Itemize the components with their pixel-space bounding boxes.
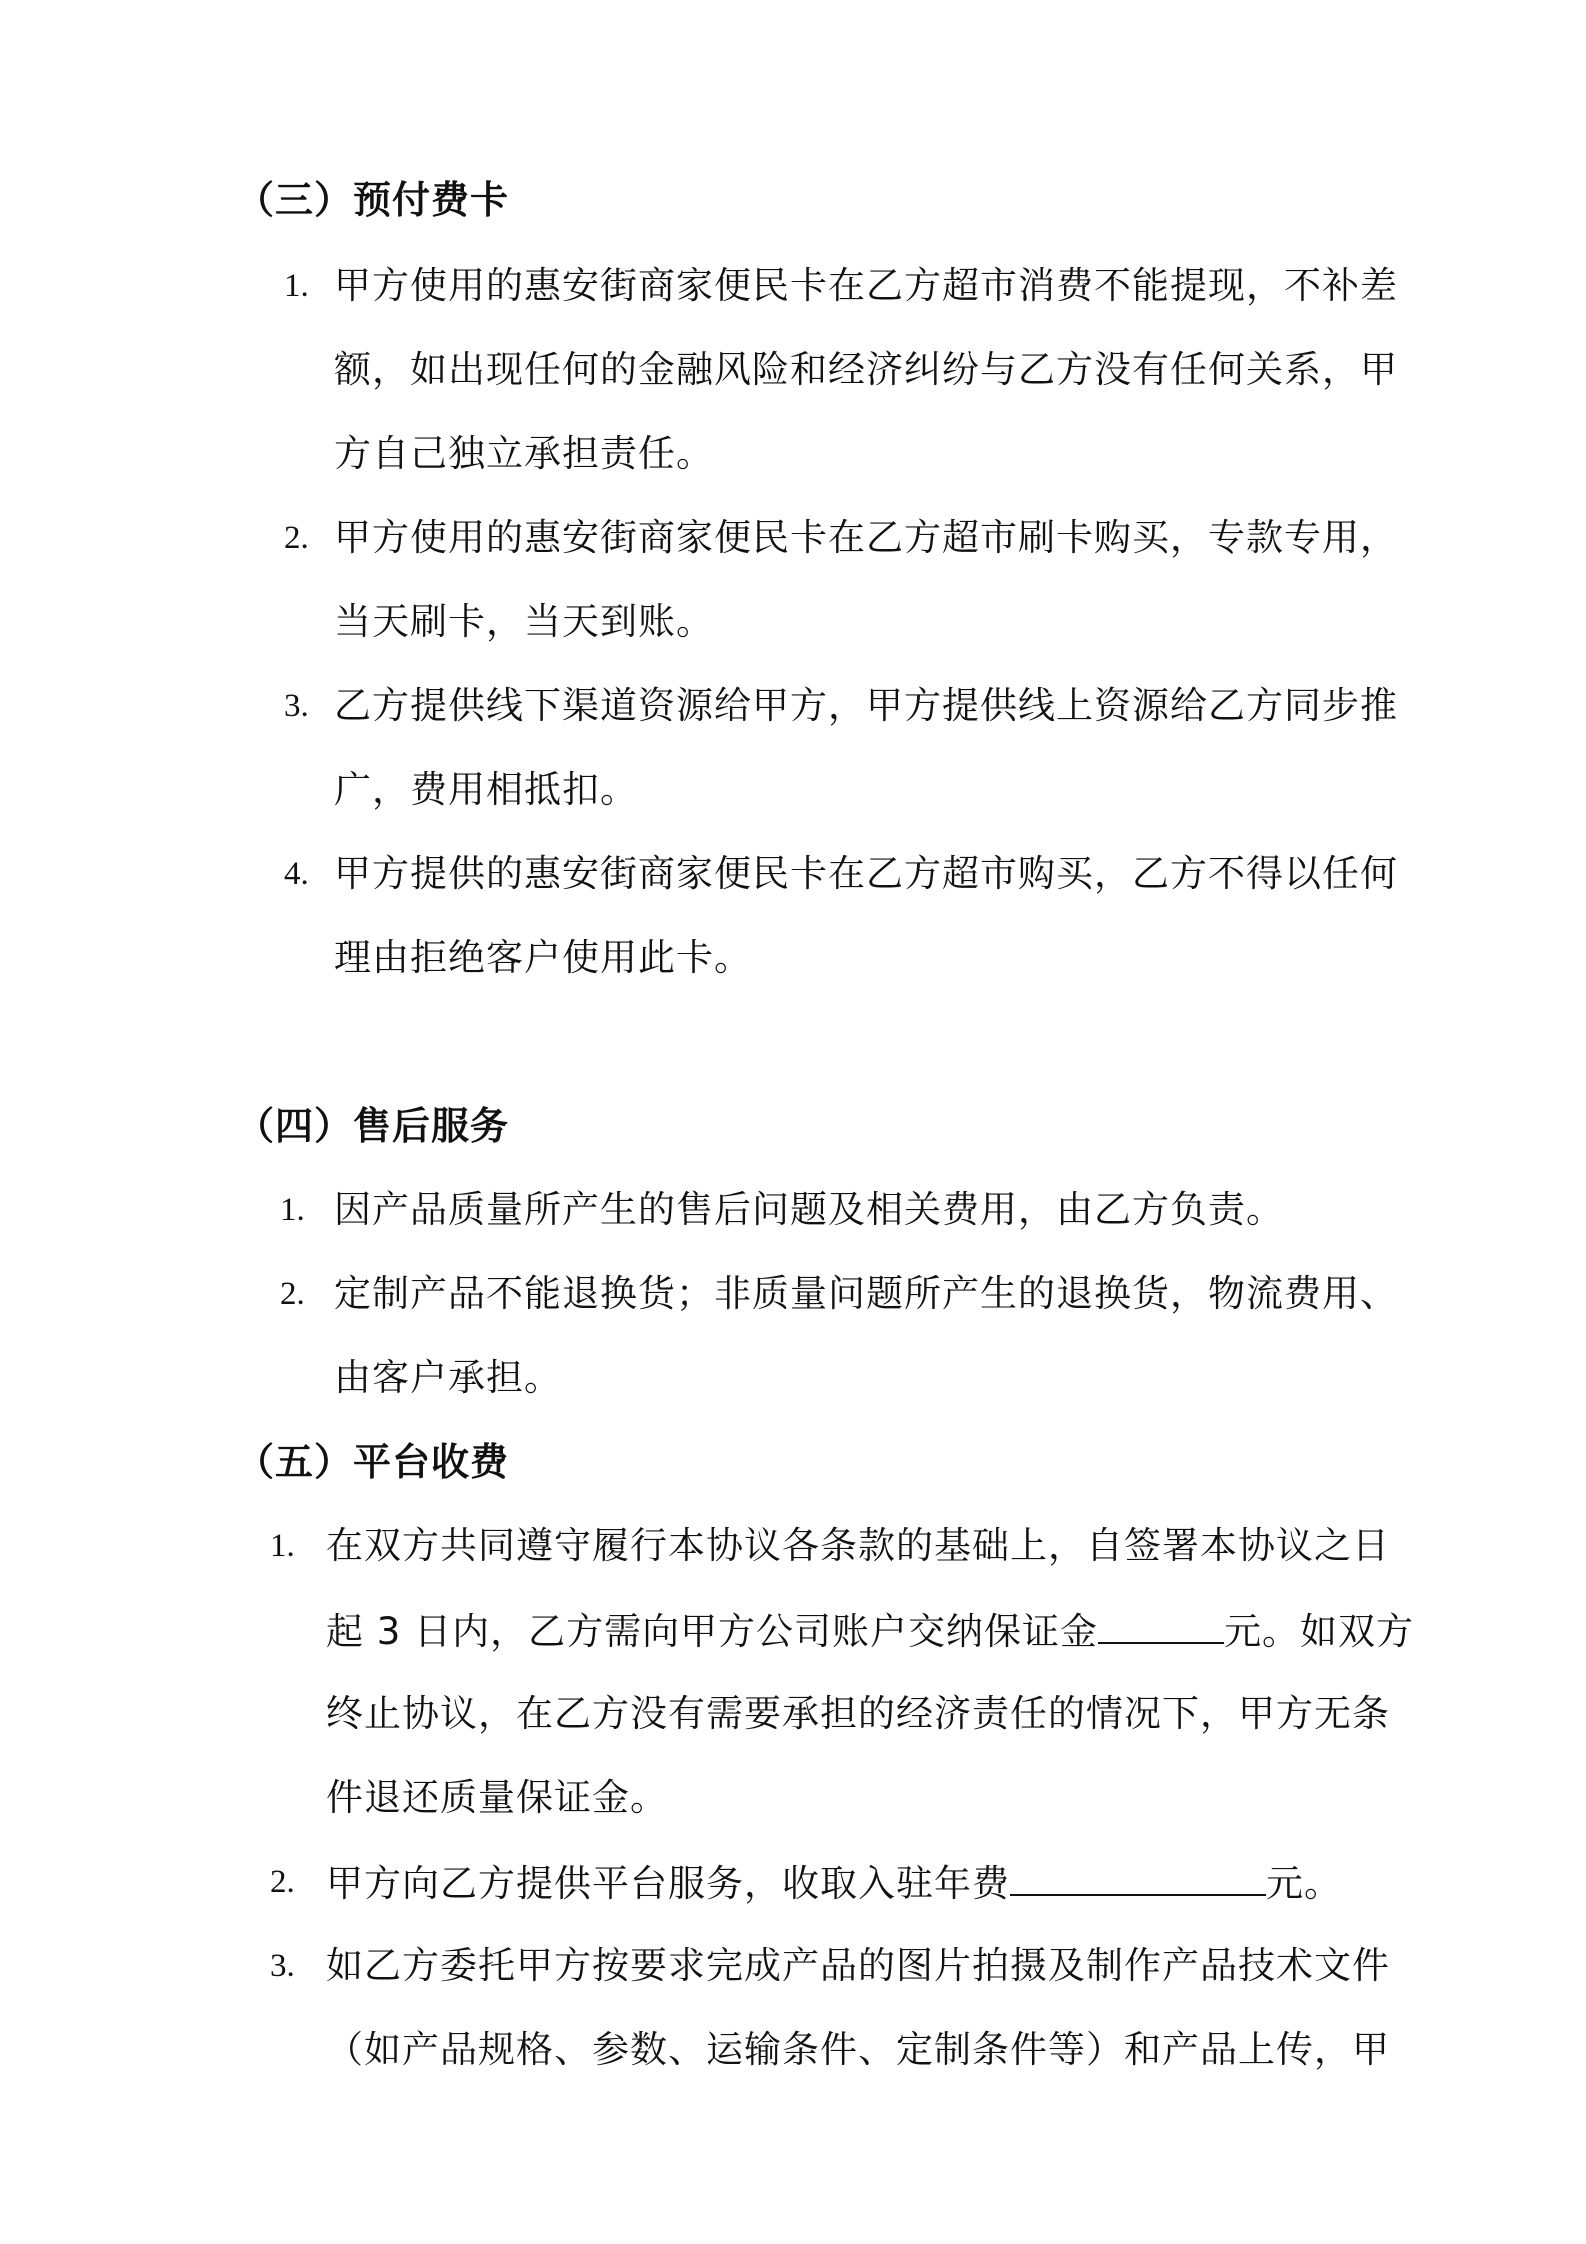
clause-text: 如乙方委托甲方按要求完成产品的图片拍摄及制作产品技术文件	[326, 1944, 1390, 1987]
clause-text: 在双方共同遵守履行本协议各条款的基础上，自签署本协议之日	[326, 1524, 1390, 1567]
list-number: 2.	[284, 520, 309, 556]
clause-text: 件退还质量保证金。	[326, 1776, 668, 1819]
list-number: 1.	[284, 268, 309, 304]
clause-text: 定制产品不能退换货；非质量问题所产生的退换货，物流费用、	[334, 1272, 1398, 1315]
section-heading-prepaid-card: （三）预付费卡	[236, 178, 510, 222]
clause-text-part: 起 3 日内，乙方需向甲方公司账户交纳保证金	[326, 1610, 1099, 1653]
clause-text: 额，如出现任何的金融风险和经济纠纷与乙方没有任何关系，甲	[334, 348, 1398, 391]
list-number: 1.	[280, 1192, 305, 1228]
annual-fee-blank	[1010, 1858, 1266, 1896]
clause-text-with-blank	[326, 1606, 1414, 1656]
clause-text: 甲方使用的惠安街商家便民卡在乙方超市刷卡购买，专款专用，	[334, 516, 1398, 559]
clause-text-with-blank	[326, 1858, 1342, 1908]
clause-text: （如产品规格、参数、运输条件、定制条件等）和产品上传，甲	[326, 2028, 1390, 2071]
list-number: 3.	[270, 1948, 295, 1984]
deposit-amount-blank	[1098, 1606, 1224, 1644]
section-heading-after-sales: （四）售后服务	[236, 1104, 510, 1148]
clause-text: 理由拒绝客户使用此卡。	[334, 936, 752, 979]
clause-text: 广，费用相抵扣。	[334, 768, 638, 811]
clause-text: 因产品质量所产生的售后问题及相关费用，由乙方负责。	[334, 1188, 1284, 1231]
clause-text: 终止协议，在乙方没有需要承担的经济责任的情况下，甲方无条	[326, 1692, 1390, 1735]
clause-text: 由客户承担。	[334, 1356, 562, 1399]
clause-text-part: 元。如双方	[1224, 1610, 1415, 1653]
clause-text: 方自己独立承担责任。	[334, 432, 714, 475]
clause-text: 甲方提供的惠安街商家便民卡在乙方超市购买，乙方不得以任何	[334, 852, 1398, 895]
clause-text: 乙方提供线下渠道资源给甲方，甲方提供线上资源给乙方同步推	[334, 684, 1398, 727]
list-number: 2.	[280, 1276, 305, 1312]
list-number: 2.	[270, 1864, 295, 1900]
section-heading-platform-fees: （五）平台收费	[236, 1440, 510, 1484]
list-number: 1.	[270, 1528, 295, 1564]
clause-text: 甲方使用的惠安街商家便民卡在乙方超市消费不能提现，不补差	[334, 264, 1398, 307]
clause-text-part: 元。	[1266, 1862, 1342, 1905]
list-number: 3.	[284, 688, 309, 724]
list-number: 4.	[284, 856, 309, 892]
clause-text-part: 甲方向乙方提供平台服务，收取入驻年费	[326, 1862, 1010, 1905]
clause-text: 当天刷卡，当天到账。	[334, 600, 714, 643]
